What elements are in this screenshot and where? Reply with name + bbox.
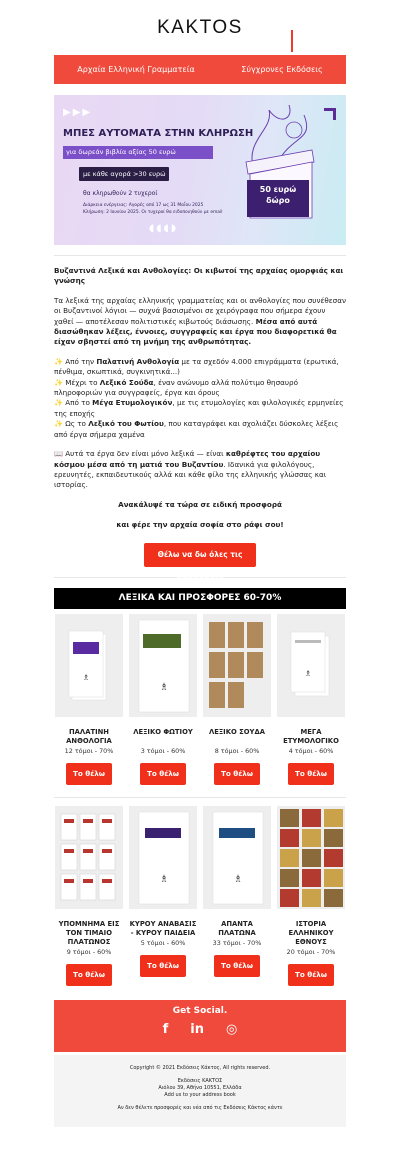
product-price: 20 τόμοι - 70% <box>286 947 336 956</box>
banner-purchase-pill: με κάθε αγορά >30 ευρώ <box>79 167 169 181</box>
product-card <box>55 806 123 986</box>
product-image[interactable] <box>55 614 123 717</box>
banner-title: ΜΠΕΣ ΑΥΤΟΜΑΤΑ ΣΤΗΝ ΚΛΗΡΩΣΗ <box>63 128 254 139</box>
bullet-bold: Μέγα Ετυμολογικόν <box>92 398 173 408</box>
product-price: 9 τόμοι - 60% <box>66 947 112 956</box>
product-price: 33 τόμοι - 70% <box>212 938 262 947</box>
intro-heading: Βυζαντινά Λεξικά και Ανθολογίες: Οι κιβωτοί της αρχαίας ομορφιάς και γνώσης <box>54 266 344 286</box>
product-row-1 <box>54 609 346 785</box>
product-card <box>129 806 197 986</box>
intro-mirror-paragraph <box>54 449 346 491</box>
product-name: ΜΕΓΑ ΕΤΥΜΟΛΟΓΙΚΟ <box>283 727 339 745</box>
view-all-offers-button[interactable]: Θέλω να δω όλες τις προσφορές <box>144 543 256 567</box>
corner-decoration-icon <box>324 108 336 120</box>
product-price: 3 τόμοι - 60% <box>140 746 186 755</box>
product-image[interactable] <box>203 614 271 717</box>
banner-prize-box <box>247 180 309 217</box>
half-circle-decoration-icon: ◖◖◖◗ <box>149 223 179 234</box>
intro-paragraph-bold: Μέσα από αυτά διασώθηκαν λέξεις, έννοιες, συγγραφείς και έργα που διαφορετικά θα είχαν σβηστεί από τη μνήμη της ανθρωπότητας. <box>54 316 337 347</box>
bullet-text: , έναν ανώνυμο αλλά πολύτιμο θησαυρό πληροφοριών για συγγραφείς, έργα και όρους <box>54 377 298 398</box>
product-price: 4 τόμοι - 60% <box>288 746 334 755</box>
svg-text:♗: ♗ <box>159 681 169 693</box>
nav-link-ancient-literature[interactable]: Αρχαία Ελληνική Γραμματεία <box>77 65 195 74</box>
instagram-icon[interactable]: ◎ <box>226 1021 238 1037</box>
divider <box>54 255 346 256</box>
paragraph-bold: καθρέφτες του αρχαίου κόσμου μέσα από τη ματιά του Βυζαντίου <box>54 449 321 469</box>
social-section <box>54 1000 346 1052</box>
buy-button[interactable]: Το θέλω <box>140 955 186 977</box>
book-stack-icon <box>129 614 197 717</box>
footer-address: Αιόλου 39, Αθήνα 10551, Ελλάδα <box>158 1084 242 1091</box>
intro-bullets <box>54 357 346 440</box>
product-price: 12 τόμοι - 70% <box>64 746 114 755</box>
linkedin-icon[interactable]: in <box>190 1021 205 1037</box>
book-stack-icon <box>277 614 345 717</box>
intro-paragraph-text: Τα λεξικά της αρχαίας ελληνικής γραμματείας και οι ανθολογίες που συνέθεσαν οι Βυζαντινοί λόγιοι — συχνά βασισμένοι σε χειρόγραφα που σήμερα έχουν χαθεί — αποτέλεσαν πολιτιστικές κιβωτούς διάσωσης. <box>54 295 346 326</box>
product-price: 5 τόμοι - 60% <box>140 938 186 947</box>
bullet-bold: Λεξικό του Φωτίου <box>88 419 164 429</box>
closing-line-2: και φέρε την αρχαία σοφία στο ράφι σου! <box>116 520 284 530</box>
product-name: ΠΑΛΑΤΙΝΗ ΑΝΘΟΛΟΓΙΑ <box>66 727 112 745</box>
bullet-bold: Παλατινή Ανθολογία <box>96 356 180 366</box>
product-card <box>203 614 271 785</box>
footer-company: Εκδόσεις ΚΑΚΤΟΣ <box>177 1077 223 1084</box>
logo-accent-bar <box>291 30 293 52</box>
banner-period-text: Διάρκεια ενέργειας: Αγορές από 17 ως 31 Μαΐου 2025 <box>83 203 204 208</box>
nav-link-modern-editions[interactable]: Σύγχρονες Εκδόσεις <box>241 65 323 74</box>
intro-paragraph <box>54 296 346 348</box>
product-card <box>55 614 123 785</box>
product-name: ΛΕΞΙΚΟ ΣΟΥΔΑ <box>208 727 265 736</box>
svg-text:♗: ♗ <box>304 668 312 678</box>
prize-label: δώρο <box>266 195 290 205</box>
product-image[interactable] <box>55 806 123 909</box>
product-image[interactable] <box>203 806 271 909</box>
buy-button[interactable]: Το θέλω <box>288 964 334 986</box>
bullet-bold: Λεξικό Σούδα <box>99 377 154 387</box>
product-image[interactable] <box>277 806 345 909</box>
book-stack-icon <box>55 614 123 717</box>
product-row-2 <box>54 806 346 986</box>
svg-text:♗: ♗ <box>82 672 90 682</box>
svg-text:♗: ♗ <box>233 873 243 885</box>
top-navigation <box>54 55 346 84</box>
product-name: ΙΣΤΟΡΙΑ ΕΛΛΗΝΙΚΟΥ ΕΘΝΟΥΣ <box>288 919 334 946</box>
offers-section-header: ΛΕΞΙΚΑ ΚΑΙ ΠΡΟΣΦΟΡΕΣ 60-70% <box>54 588 346 609</box>
buy-button[interactable]: Το θέλω <box>66 763 112 785</box>
paragraph-text: . Ιδανικά για φιλολόγους, ερευνητές, εκπαιδευτικούς αλλά και κάθε φίλο της ελληνικής γλώσσας και ιστορίας. <box>54 459 327 490</box>
bullet-text: ✨ Από την <box>54 356 97 366</box>
bullet-text: ✨ Ως το <box>54 419 89 429</box>
paragraph-text: 📖 Αυτά τα έργα δεν είναι μόνο λεξικά — είναι <box>54 449 226 459</box>
divider <box>54 797 346 798</box>
buy-button[interactable]: Το θέλω <box>214 955 260 977</box>
bullet-text: με τα σχεδόν 4.000 επιγράμματα (ερωτικά, πένθιμα, σκωπτικά, συγκινητικά...) <box>54 356 339 377</box>
intro-section <box>54 266 346 583</box>
footer <box>54 1055 346 1127</box>
buy-button[interactable]: Το θέλω <box>214 763 260 785</box>
brand-name: KAKTOS <box>157 16 243 38</box>
promo-banner[interactable] <box>54 95 346 245</box>
book-stack-icon <box>203 806 271 909</box>
svg-text:♗: ♗ <box>159 873 169 885</box>
product-card <box>277 614 345 785</box>
product-price: 8 τόμοι - 60% <box>214 746 260 755</box>
footer-add-contact-link[interactable]: Add us to your address book <box>164 1091 236 1098</box>
closing-line-1: Ανακάλυψέ τα τώρα σε ειδική προσφορά <box>118 499 282 509</box>
product-card <box>203 806 271 986</box>
buy-button[interactable]: Το θέλω <box>66 964 112 986</box>
product-name: ΑΠΑΝΤΑ ΠΛΑΤΩΝΑ <box>218 919 256 937</box>
buy-button[interactable]: Το θέλω <box>140 763 186 785</box>
book-covers-grid-icon <box>277 806 345 909</box>
buy-button[interactable]: Το θέλω <box>288 763 334 785</box>
banner-subtitle: για δωρεάν βιβλία αξίας 50 ευρώ <box>63 146 213 159</box>
product-name: ΥΠΟΜΝΗΜΑ ΕΙΣ ΤΟΝ ΤΙΜΑΙΟ ΠΛΑΤΩΝΟΣ <box>58 919 120 946</box>
footer-copyright: Copyright © 2021 Εκδόσεις Κάκτος, All rights reserved. <box>129 1064 271 1071</box>
facebook-icon[interactable]: f <box>162 1021 169 1037</box>
prize-amount: 50 ευρώ <box>259 185 297 194</box>
book-set-icon <box>203 614 271 717</box>
bullet-text: ✨ Μέχρι το <box>54 377 100 387</box>
product-card <box>277 806 345 986</box>
product-image[interactable] <box>277 614 345 717</box>
book-set-icon <box>55 806 123 909</box>
banner-draw-date-text: Κλήρωση: 2 Ιουνίου 2025. Οι τυχεροί θα ειδοποιηθούν με email <box>83 210 223 215</box>
social-label: Get Social. <box>172 1005 228 1016</box>
social-icons <box>54 1022 346 1037</box>
bullet-text: , που καταγράφει και σχολιάζει δύσκολες λέξεις από έργα σήμερα χαμένα <box>54 419 339 439</box>
product-name: ΚΥΡΟΥ ΑΝΑΒΑΣΙΣ - ΚΥΡΟΥ ΠΑΙΔΕΙΑ <box>129 919 197 937</box>
bullet-text: ✨ Από το <box>54 398 93 408</box>
email-body <box>54 0 346 1127</box>
book-stack-icon <box>129 806 197 909</box>
product-image[interactable] <box>129 614 197 717</box>
bullet-text: , με τις ετυμολογίες και φιλολογικές ερμηνείες της εποχής <box>54 398 344 418</box>
product-name: ΛΕΞΙΚΟ ΦΩΤΙΟΥ <box>133 727 193 736</box>
product-card <box>129 614 197 785</box>
footer-unsubscribe-text[interactable]: Αν δεν θέλετε προσφορές και νέα από τις Εκδόσεις Κάκτος κάντε <box>117 1104 283 1111</box>
product-image[interactable] <box>129 806 197 909</box>
banner-winners-text: θα κληρωθούν 2 τυχεροί <box>83 190 158 197</box>
header-logo[interactable] <box>54 0 346 55</box>
triangle-decoration-icon: ▶▶▶ <box>63 107 93 118</box>
